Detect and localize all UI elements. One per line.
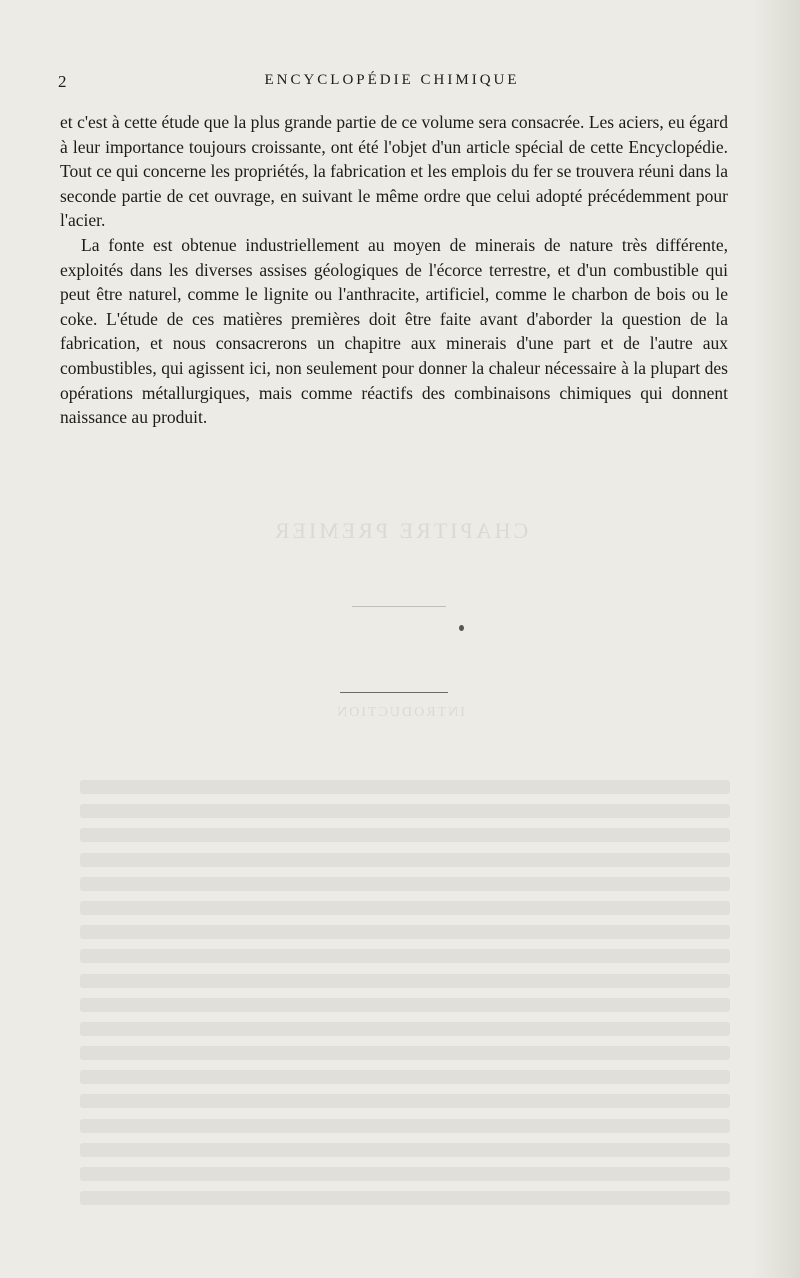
ghost-line	[80, 780, 730, 794]
ghost-line	[80, 804, 730, 818]
paragraph-1: et c'est à cette étude que la plus grande partie de ce volume sera consacrée. Les aciers, eu égard à leur importance toujours croissante, ont été l'objet d'un article spécial de cette Encyclopédie. Tout ce qui concerne les propriétés, la fabrication et les emplois du fer se trouvera réuni dans la seconde partie de cet ouvrage, en suivant le même ordre que celui adopté précédemment pour l'acier.	[60, 112, 728, 231]
ghost-line	[80, 974, 730, 988]
bleed-through-chapter-heading: CHAPITRE PREMIER	[271, 518, 529, 543]
body-text	[60, 110, 728, 430]
page-edge-shadow	[752, 0, 800, 1278]
bleed-through-section-heading: INTRODUCTION	[335, 705, 465, 720]
ghost-line	[80, 1119, 730, 1133]
bleed-through-rule	[352, 606, 446, 607]
ink-dot	[459, 625, 464, 631]
bleed-through-text-block	[80, 780, 730, 1215]
ghost-line	[80, 925, 730, 939]
ghost-line	[80, 877, 730, 891]
ghost-line	[80, 1143, 730, 1157]
page-header	[58, 72, 726, 94]
ghost-line	[80, 853, 730, 867]
ghost-line	[80, 1191, 730, 1205]
ghost-line	[80, 828, 730, 842]
ghost-line	[80, 1094, 730, 1108]
paragraph-2: La fonte est obtenue industriellement au moyen de minerais de nature très différente, exploités dans les diverses assises géologiques de l'écorce terrestre, et d'un combustible qui peut être naturel, comme le lignite ou l'anthracite, artificiel, comme le charbon de bois ou le coke. L'étude de ces matières premières doit être faite avant d'aborder la question de la fabrication, et nous consacrerons un chapitre aux minerais d'une part et de l'autre aux combustibles, qui agissent ici, non seulement pour donner la chaleur nécessaire à la plupart des opérations métallurgiques, mais comme réactifs des combinaisons chimiques qui donnent naissance au produit.	[60, 234, 728, 428]
ghost-line	[80, 1070, 730, 1084]
page-number: 2	[58, 72, 67, 91]
bleed-through-rule-dark	[340, 692, 448, 693]
ghost-line	[80, 901, 730, 915]
ghost-line	[80, 998, 730, 1012]
ghost-line	[80, 949, 730, 963]
ghost-line	[80, 1022, 730, 1036]
running-title: ENCYCLOPÉDIE CHIMIQUE	[264, 72, 520, 88]
ghost-line	[80, 1046, 730, 1060]
ghost-line	[80, 1167, 730, 1181]
